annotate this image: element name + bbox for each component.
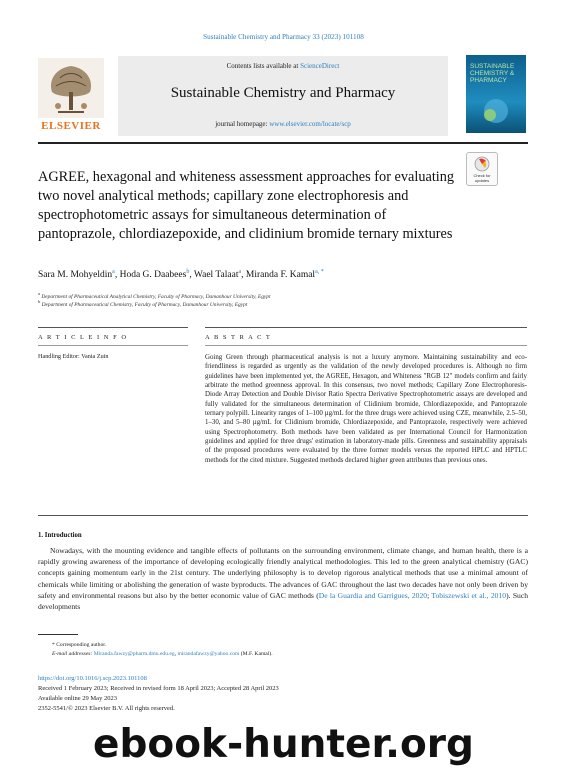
watermark-text: ebook-hunter.org	[93, 722, 474, 767]
footnote-rule	[38, 634, 78, 635]
sciencedirect-link[interactable]: ScienceDirect	[300, 62, 340, 70]
affiliation-marker: a	[38, 291, 40, 296]
author-affiliation-marker: a	[238, 269, 242, 275]
copyright-line: 2352-5541/© 2023 Elsevier B.V. All rights reserved.	[38, 705, 175, 712]
author-affiliation-marker: b	[186, 269, 190, 275]
abstract-bottom-rule	[38, 515, 528, 516]
citation-link[interactable]: Tobiszewski et al., 2010	[431, 590, 507, 600]
author-name: Sara M. Mohyeldin	[38, 270, 113, 281]
author-separator: ,	[189, 270, 194, 281]
contents-line	[118, 62, 448, 70]
handling-editor: Handling Editor: Vania Zuin	[38, 353, 109, 360]
check-updates-icon	[474, 156, 490, 172]
author-affiliation-marker: a, *	[315, 269, 324, 275]
affiliation	[38, 299, 528, 308]
affiliation-text: Department of Pharmaceutical Chemistry, Faculty of Pharmacy, Damanhour University, Egypt	[41, 301, 248, 308]
homepage-prefix: journal homepage:	[215, 120, 270, 128]
check-for-updates-button[interactable]	[466, 152, 498, 186]
email-link[interactable]: Miranda.fawzy@pharm.dmu.edu.eg	[93, 651, 175, 657]
intro-tail: ). Such developments	[38, 590, 529, 612]
journal-reference-link[interactable]: Sustainable Chemistry and Pharmacy 33 (2023) 101108	[203, 33, 364, 41]
abstract-text: Going Green through pharmaceutical analysis is not a luxury anymore. Maintaining sustainability and eco-friendliness is regarded as urgently as the validation of the newly developed procedures is. Although no firm guidelines have been implemented yet, the AGREE, Hexagon, and Whiteness "RGB 12" models confirm and fairly arbitrate the method greenness approval. In this consensus, two novel methods; Capillary Zone Electrophoresis-Diode Array Detection and Double Divisor Ratio Spectra Derivative Spectrophotometric assays are developed and fully validated for the simultaneous determination of Clidinium bromide, Chlordiazepoxide, and Pantoprazole ternary polypill. Linearity ranges of 1–100 µg/mL for the three drugs were achieved using CZE, meanwhile, 2.5–50, 1–30, and 5–80 µg/mL for Clidinium bromide, Chlordiazepoxide, and Pantoprazole, respectively were achieved using Spectrophotometry. Both methods have been validated as per International Council for Harmonization guidelines and applied for three drugs' estimation in laboratory-made pills. Greenness and sustainability appraisals of the proposed procedures were evaluated by the three former models versus the reported HPLC and HPTLC methods for the cited mixture. Suggested methods declared higher green attributes than previous ones.	[205, 354, 527, 464]
abstract-heading: A B S T R A C T	[205, 334, 272, 341]
available-online: Available online 29 May 2023	[38, 695, 117, 702]
author-name: Miranda F. Kamal	[245, 270, 316, 281]
author[interactable]	[38, 270, 115, 280]
author-list	[38, 269, 518, 280]
article-history	[38, 674, 438, 714]
email-separator: ,	[174, 651, 178, 657]
author-affiliation-marker: a	[112, 269, 115, 275]
author[interactable]	[194, 270, 241, 280]
citation-separator: ;	[427, 590, 432, 600]
journal-name: Sustainable Chemistry and Pharmacy	[170, 85, 396, 101]
check-updates-label: Check for updates	[473, 173, 491, 183]
abstract-subrule	[205, 345, 527, 346]
article-info-rule	[38, 327, 188, 328]
publisher-name: ELSEVIER	[41, 120, 101, 132]
author-name: Hoda G. Daabees	[119, 270, 187, 281]
introduction-paragraph	[38, 545, 528, 612]
email-tail: (M.F. Kamal).	[239, 651, 273, 657]
email-label: E-mail addresses:	[52, 651, 94, 657]
homepage-link[interactable]: www.elsevier.com/locate/scp	[269, 120, 351, 128]
asterisk-marker: *	[52, 642, 55, 648]
homepage-line	[118, 120, 448, 128]
cover-art	[476, 95, 516, 127]
article-title: AGREE, hexagonal and whiteness assessment approaches for evaluating two novel analytical methods; capillary zone electrophoresis and spectrophotometric assays for simultaneous determination of pantoprazole, chlordiazepoxide, and clidinium bromide ternary mixtures	[38, 169, 455, 242]
affiliation-marker: b	[38, 299, 41, 304]
header-rule	[38, 142, 528, 144]
cover-title: SUSTAINABLE CHEMISTRY & PHARMACY	[470, 63, 515, 84]
author-separator: ,	[241, 270, 246, 281]
received-dates: Received 1 February 2023; Received in revised form 18 April 2023; Accepted 28 April 2023	[38, 685, 279, 692]
affiliation-text: Department of Pharmaceutical Analytical Chemistry, Faculty of Pharmacy, Damanhour University, Egypt	[41, 293, 271, 300]
journal-cover-image[interactable]	[466, 55, 526, 133]
citation-link[interactable]: De la Guardia and Garrigues, 2020	[318, 590, 428, 600]
doi-link[interactable]: https://doi.org/10.1016/j.scp.2023.101108	[38, 675, 147, 682]
corresponding-text: Corresponding author.	[56, 642, 107, 648]
contents-prefix: Contents lists available at	[226, 62, 301, 70]
corresponding-footnote	[52, 642, 522, 648]
abstract-rule	[205, 327, 527, 328]
author[interactable]	[246, 270, 324, 280]
article-info-heading: A R T I C L E I N F O	[38, 334, 128, 341]
email-link[interactable]: mirandafawzy@yahoo.com	[177, 651, 240, 657]
intro-text: Nowadays, with the mounting evidence and tangible effects of pollutants on the surrounding environment, climate change, and human health, there is a rapidly growing awareness of the importance of developing ecologically friendly analytical methodologies. This led to the green analytical chemistry (GAC) concepts gaining momentum early in the 21st century. The underlying philosophy is to develop rigorous analytical methods that use a minimal amount of chemicals while limiting or abolishing the generation of waste byproducts. The advances of GAC throughout the last two decades have not only been driven by safety and environmental reasons but also by the better economic value of GAC methods (	[38, 546, 528, 600]
author-separator: ,	[114, 270, 120, 281]
introduction-heading: 1. Introduction	[38, 532, 82, 539]
journal-banner	[118, 56, 448, 136]
article-info-subrule	[38, 345, 188, 346]
author[interactable]	[120, 270, 190, 280]
author-name: Wael Talaat	[193, 270, 239, 281]
email-footnote	[52, 651, 522, 657]
